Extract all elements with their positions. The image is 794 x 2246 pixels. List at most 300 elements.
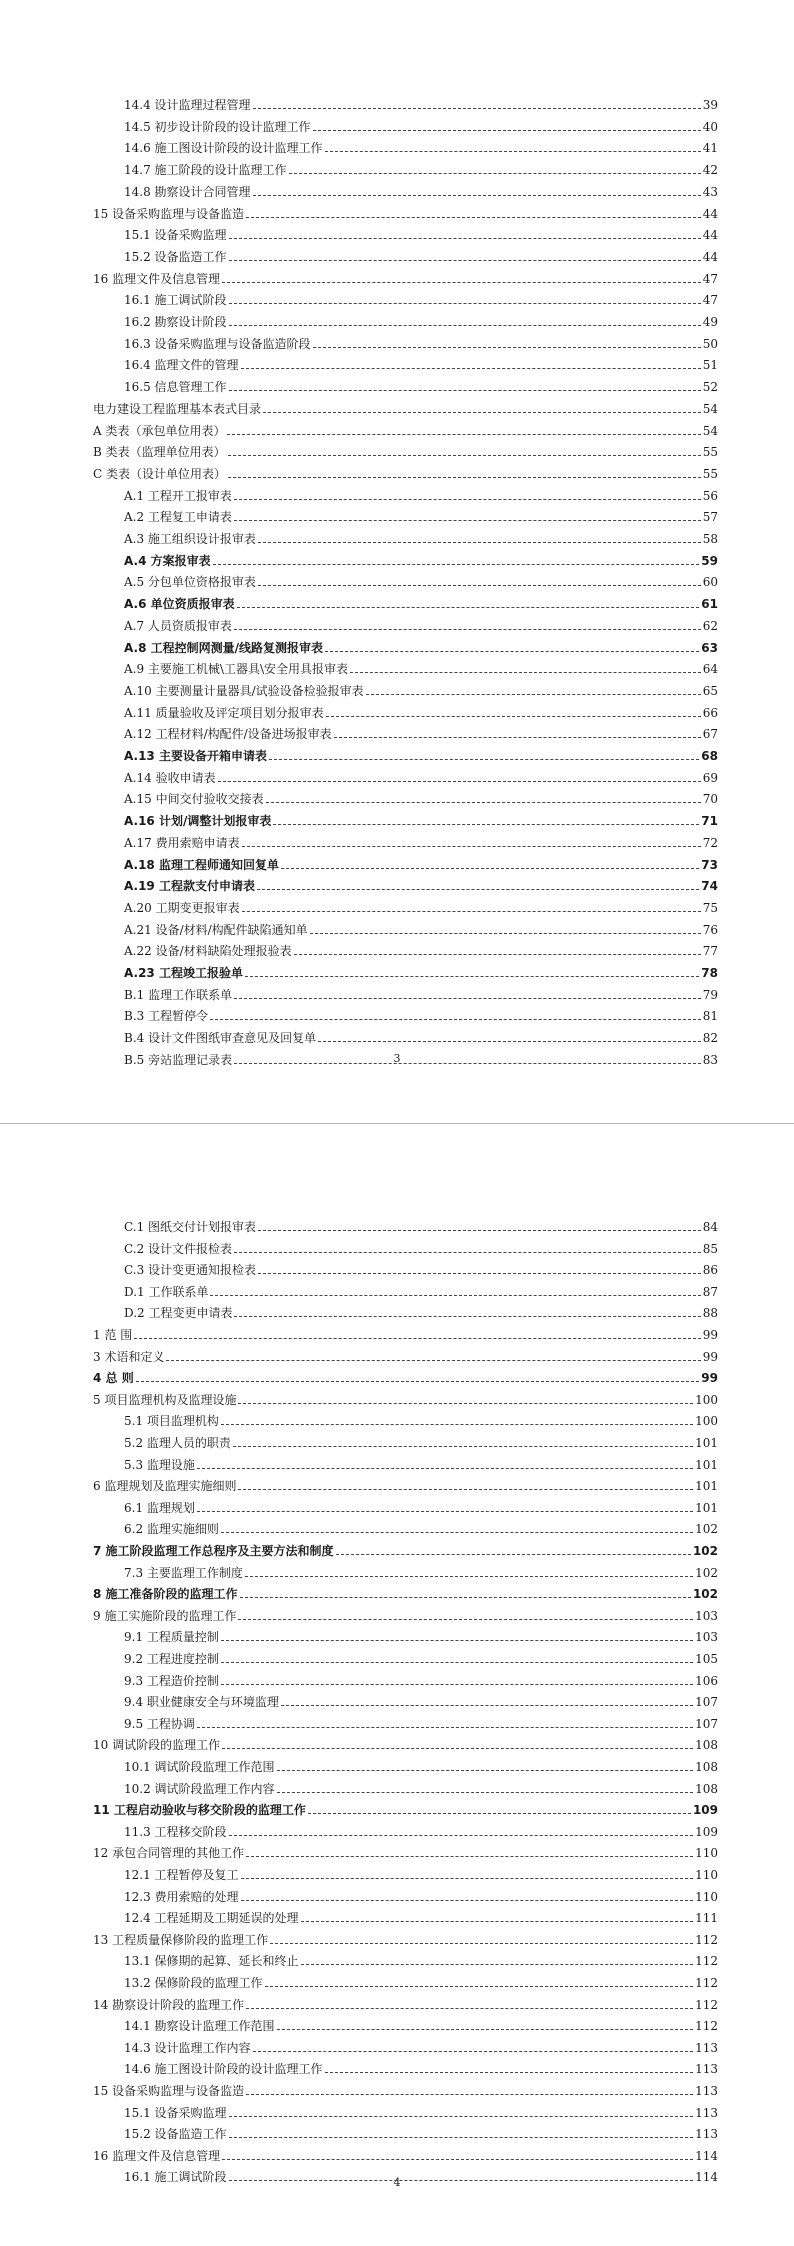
toc-entry [93, 1738, 718, 1753]
toc-entry [124, 966, 718, 981]
toc-entry [124, 1501, 718, 1516]
dot-leader [234, 998, 701, 999]
toc-entry [124, 1652, 718, 1667]
dot-leader [238, 1403, 693, 1404]
toc-entry-title: A.5 分包单位资格报审表 [124, 575, 256, 589]
dot-leader [289, 173, 701, 174]
toc-entry-page: 101 [695, 1501, 718, 1515]
dot-leader [281, 1705, 693, 1706]
toc-entry [124, 836, 718, 851]
toc-entry-page: 110 [695, 1868, 718, 1882]
toc-entry-page: 112 [695, 2019, 718, 2033]
toc-entry-title: C.1 图纸交付计划报审表 [124, 1220, 257, 1234]
toc-entry-page: 102 [695, 1566, 718, 1580]
toc-entry-title: 14.6 施工图设计阶段的设计监理工作 [124, 141, 323, 155]
toc-entry-title: A.3 施工组织设计报审表 [124, 532, 256, 546]
toc-entry-title: 12 承包合同管理的其他工作 [93, 1846, 245, 1860]
toc-entry [124, 2041, 718, 2056]
dot-leader [246, 217, 701, 218]
toc-entry-page: 109 [695, 1825, 718, 1839]
toc-entry-page: 82 [702, 1031, 718, 1045]
toc-entry-title: A.10 主要测量计量器具/试验设备检验报审表 [124, 684, 364, 698]
toc-entry [93, 445, 718, 460]
toc-entry [124, 315, 718, 330]
dot-leader [313, 130, 701, 131]
toc-entry [124, 489, 718, 504]
toc-entry-page: 99 [702, 1328, 718, 1342]
toc-entry [124, 2127, 718, 2142]
toc-entry-title: A.2 工程复工申请表 [124, 510, 232, 524]
toc-entry-title: A.13 主要设备开箱申请表 [124, 749, 267, 763]
dot-leader [221, 1640, 693, 1641]
dot-leader [241, 368, 701, 369]
toc-entry-page: 39 [702, 98, 718, 112]
toc-entry [93, 1393, 718, 1408]
toc-entry-title: A.14 验收申请表 [124, 771, 216, 785]
toc-entry [93, 467, 718, 482]
toc-entry [124, 554, 718, 569]
toc-entry-page: 44 [702, 207, 718, 221]
toc-entry-page: 83 [702, 1053, 718, 1067]
dot-leader [246, 1856, 693, 1857]
dot-leader [241, 1878, 694, 1879]
toc-entry-page: 55 [702, 467, 718, 481]
toc-entry [124, 1566, 718, 1581]
dot-leader [263, 412, 701, 413]
dot-leader [326, 716, 701, 717]
toc-entry [124, 1414, 718, 1429]
dot-leader [270, 1943, 693, 1944]
toc-entry [124, 684, 718, 699]
toc-entry-page: 72 [702, 836, 718, 850]
toc-entry [124, 1674, 718, 1689]
dot-leader [253, 108, 701, 109]
toc-entry-title: 6.2 监理实施细则 [124, 1522, 219, 1536]
toc-entry-title: D.1 工作联系单 [124, 1285, 209, 1299]
toc-entry-page: 101 [695, 1458, 718, 1472]
toc-entry-page: 110 [695, 1846, 718, 1860]
dot-leader [229, 390, 701, 391]
toc-entry-page: 100 [695, 1414, 718, 1428]
toc-entry-page: 51 [702, 358, 718, 372]
toc-entry [93, 207, 718, 222]
toc-entry-page: 52 [702, 380, 718, 394]
page-number: 3 [393, 1052, 401, 1065]
dot-leader [166, 1360, 700, 1361]
dot-leader [336, 1554, 691, 1555]
toc-entry [124, 1458, 718, 1473]
toc-entry [124, 988, 718, 1003]
toc-entry-title: 10 调试阶段的监理工作 [93, 1738, 221, 1752]
toc-entry-title: B.1 监理工作联系单 [124, 988, 233, 1002]
toc-entry-title: A.4 方案报审表 [124, 554, 211, 568]
toc-entry-title: B.3 工程暂停令 [124, 1009, 209, 1023]
toc-entry-page: 99 [701, 1371, 718, 1385]
toc-entry [124, 1911, 718, 1926]
toc-entry [124, 771, 718, 786]
dot-leader [213, 564, 700, 565]
toc-entry [93, 1609, 718, 1624]
toc-entry-page: 54 [702, 424, 718, 438]
dot-leader [221, 1684, 693, 1685]
dot-leader [277, 1792, 694, 1793]
dot-leader [233, 1446, 693, 1447]
toc-entry [124, 814, 718, 829]
toc-entry-title: 13.1 保修期的起算、延长和终止 [124, 1954, 299, 1968]
toc-entry-title: A.15 中间交付验收交接表 [124, 792, 264, 806]
toc-entry [124, 337, 718, 352]
toc-entry-page: 43 [702, 185, 718, 199]
toc-entry-page: 71 [701, 814, 718, 828]
toc-entry-page: 78 [701, 966, 718, 980]
toc-entry-title: A.23 工程竣工报验单 [124, 966, 243, 980]
toc-entry-title: A.11 质量验收及评定项目划分报审表 [124, 706, 324, 720]
toc-entry [124, 858, 718, 873]
dot-leader [258, 1230, 701, 1231]
toc-entry-page: 112 [695, 1933, 718, 1947]
toc-entry [93, 1350, 718, 1365]
toc-entry [124, 380, 718, 395]
dot-leader [313, 347, 701, 348]
dot-leader [245, 1576, 693, 1577]
toc-entry-page: 44 [702, 250, 718, 264]
toc-entry-page: 113 [695, 2084, 718, 2098]
toc-entry-page: 103 [695, 1609, 718, 1623]
dot-leader [222, 1748, 693, 1749]
toc-entry-title: 15 设备采购监理与设备监造 [93, 207, 245, 221]
dot-leader [308, 1813, 691, 1814]
toc-entry-page: 107 [695, 1695, 718, 1709]
toc-entry-title: A.20 工期变更报审表 [124, 901, 240, 915]
dot-leader [281, 868, 699, 869]
toc-entry [124, 358, 718, 373]
dot-leader [222, 282, 701, 283]
toc-entry-title: C.2 设计文件报检表 [124, 1242, 233, 1256]
toc-entry [124, 1717, 718, 1732]
dot-leader [366, 694, 701, 695]
dot-leader [258, 1273, 701, 1274]
toc-entry-page: 49 [702, 315, 718, 329]
dot-leader [318, 1041, 701, 1042]
dot-leader [228, 477, 701, 478]
dot-leader [218, 781, 701, 782]
dot-leader [229, 260, 701, 261]
dot-leader [221, 1662, 693, 1663]
toc-entry-page: 67 [702, 727, 718, 741]
toc-entry-title: 7 施工阶段监理工作总程序及主要方法和制度 [93, 1544, 334, 1558]
toc-entry-title: 16.2 勘察设计阶段 [124, 315, 227, 329]
dot-leader [241, 1900, 694, 1901]
toc-entry-page: 102 [692, 1544, 718, 1558]
dot-leader [228, 455, 701, 456]
toc-entry [124, 1695, 718, 1710]
toc-entry-title: A.12 工程材料/构配件/设备进场报审表 [124, 727, 332, 741]
toc-entry-title: 12.1 工程暂停及复工 [124, 1868, 239, 1882]
toc-entry-page: 63 [701, 641, 718, 655]
toc-entry-page: 61 [701, 597, 718, 611]
toc-entry [124, 727, 718, 742]
dot-leader [229, 325, 701, 326]
toc-entry-title: 14 勘察设计阶段的监理工作 [93, 1998, 245, 2012]
toc-entry-page: 110 [695, 1890, 718, 1904]
toc-entry-title: 16 监理文件及信息管理 [93, 272, 221, 286]
toc-entry-title: 10.2 调试阶段监理工作内容 [124, 1782, 275, 1796]
toc-entry [124, 2106, 718, 2121]
dot-leader [234, 1252, 701, 1253]
toc-entry [93, 272, 718, 287]
toc-entry-page: 105 [695, 1652, 718, 1666]
dot-leader [253, 2051, 694, 2052]
toc-entry [93, 1846, 718, 1861]
toc-entry [124, 1954, 718, 1969]
toc-entry [124, 510, 718, 525]
toc-entry [93, 1544, 718, 1559]
toc-entry-page: 56 [702, 489, 718, 503]
toc-entry-page: 42 [702, 163, 718, 177]
toc-entry-title: 13 工程质量保修阶段的监理工作 [93, 1933, 269, 1947]
toc-entry [124, 1436, 718, 1451]
dot-leader [221, 1424, 693, 1425]
toc-entry [124, 1825, 718, 1840]
toc-entry-page: 108 [695, 1782, 718, 1796]
toc-entry-page: 76 [702, 923, 718, 937]
toc-entry-title: 3 术语和定义 [93, 1350, 165, 1364]
toc-entry-page: 85 [702, 1242, 718, 1256]
toc-entry-title: A.21 设备/材料/构配件缺陷通知单 [124, 923, 308, 937]
toc-entry-title: A.1 工程开工报审表 [124, 489, 232, 503]
toc-entry-page: 113 [695, 2127, 718, 2141]
toc-entry-title: 9.2 工程进度控制 [124, 1652, 219, 1666]
toc-entry [124, 98, 718, 113]
toc-entry-title: A.8 工程控制网测量/线路复测报审表 [124, 641, 323, 655]
toc-entry-title: 13.2 保修阶段的监理工作 [124, 1976, 263, 1990]
toc-entry [93, 402, 718, 417]
toc-entry-page: 114 [695, 2170, 718, 2184]
toc-entry [124, 1031, 718, 1046]
toc-entry [124, 163, 718, 178]
toc-entry-title: 9 施工实施阶段的监理工作 [93, 1609, 237, 1623]
dot-leader [350, 672, 701, 673]
toc-entry-title: 15.2 设备监造工作 [124, 250, 227, 264]
toc-entry-page: 113 [695, 2106, 718, 2120]
toc-entry-title: 12.4 工程延期及工期延误的处理 [124, 1911, 299, 1925]
toc-entry-title: B.4 设计文件图纸审查意见及回复单 [124, 1031, 317, 1045]
toc-entry-page: 68 [701, 749, 718, 763]
dot-leader [237, 607, 700, 608]
dot-leader [294, 954, 701, 955]
dot-leader [253, 195, 701, 196]
toc-entry-title: D.2 工程变更申请表 [124, 1306, 233, 1320]
document-page-4 [0, 1124, 794, 2246]
toc-entry [124, 1630, 718, 1645]
toc-entry-title: 16.4 监理文件的管理 [124, 358, 239, 372]
toc-entry-title: 16.3 设备采购监理与设备监造阶段 [124, 337, 311, 351]
toc-entry-page: 113 [695, 2062, 718, 2076]
toc-entry-title: A.18 监理工程师通知回复单 [124, 858, 279, 872]
toc-entry-page: 62 [702, 619, 718, 633]
toc-entry [124, 293, 718, 308]
toc-entry [124, 120, 718, 135]
dot-leader [258, 585, 701, 586]
toc-entry-title: C.3 设计变更通知报检表 [124, 1263, 257, 1277]
toc-entry [124, 228, 718, 243]
toc-entry-title: 9.5 工程协调 [124, 1717, 195, 1731]
toc-entry-page: 102 [692, 1587, 718, 1601]
toc-entry-title: 11.3 工程移交阶段 [124, 1825, 227, 1839]
toc-entry-page: 47 [702, 272, 718, 286]
toc-entry-page: 102 [695, 1522, 718, 1536]
toc-entry-title: 5.1 项目监理机构 [124, 1414, 219, 1428]
toc-entry [124, 1976, 718, 1991]
toc-entry [124, 879, 718, 894]
toc-entry-title: 7.3 主要监理工作制度 [124, 1566, 243, 1580]
toc-entry [124, 901, 718, 916]
toc-entry-page: 112 [695, 1998, 718, 2012]
dot-leader [197, 1727, 693, 1728]
toc-entry-title: 14.1 勘察设计监理工作范围 [124, 2019, 275, 2033]
toc-entry-title: 16.1 施工调试阶段 [124, 293, 227, 307]
toc-entry-title: B 类表（监理单位用表） [93, 445, 226, 459]
dot-leader [325, 151, 701, 152]
dot-leader [257, 889, 699, 890]
toc-entry-page: 112 [695, 1954, 718, 1968]
toc-entry [124, 2062, 718, 2077]
toc-entry-page: 107 [695, 1717, 718, 1731]
dot-leader [301, 1921, 694, 1922]
toc-entry-page: 86 [702, 1263, 718, 1277]
toc-entry-title: 14.8 勘察设计合同管理 [124, 185, 251, 199]
toc-entry-title: 10.1 调试阶段监理工作范围 [124, 1760, 275, 1774]
toc-entry-title: 6 监理规划及监理实施细则 [93, 1479, 237, 1493]
dot-leader [246, 2094, 693, 2095]
toc-entry-title: 15.2 设备监造工作 [124, 2127, 227, 2141]
toc-entry [124, 597, 718, 612]
toc-entry [124, 141, 718, 156]
toc-entry-title: 14.3 设计监理工作内容 [124, 2041, 251, 2055]
toc-entry [93, 2084, 718, 2099]
dot-leader [134, 1338, 700, 1339]
toc-entry-page: 74 [701, 879, 718, 893]
dot-leader [325, 2072, 694, 2073]
dot-leader [229, 303, 701, 304]
toc-entry-page: 44 [702, 228, 718, 242]
toc-entry-title: 4 总 则 [93, 1371, 134, 1385]
dot-leader [266, 802, 701, 803]
toc-entry-page: 101 [695, 1479, 718, 1493]
dot-leader [240, 1597, 691, 1598]
toc-entry-title: 5 项目监理机构及监理设施 [93, 1393, 237, 1407]
toc-entry [124, 944, 718, 959]
dot-leader [325, 651, 699, 652]
dot-leader [234, 1316, 700, 1317]
toc-entry-page: 59 [701, 554, 718, 568]
toc-entry [93, 1371, 718, 1386]
dot-leader [301, 1964, 694, 1965]
toc-entry-page: 87 [702, 1285, 718, 1299]
toc-entry-title: A.17 费用索赔申请表 [124, 836, 240, 850]
toc-entry [124, 706, 718, 721]
toc-entry-page: 84 [702, 1220, 718, 1234]
toc-entry-page: 41 [702, 141, 718, 155]
toc-entry-title: 16.1 施工调试阶段 [124, 2170, 227, 2184]
toc-entry-title: 16.5 信息管理工作 [124, 380, 227, 394]
dot-leader [229, 2116, 694, 2117]
toc-entry [124, 792, 718, 807]
dot-leader [227, 434, 700, 435]
toc-entry-page: 77 [702, 944, 718, 958]
toc-entry-page: 55 [702, 445, 718, 459]
toc-entry-title: 8 施工准备阶段的监理工作 [93, 1587, 238, 1601]
dot-leader [229, 1835, 694, 1836]
dot-leader [136, 1381, 700, 1382]
toc-entry-title: A 类表（承包单位用表） [93, 424, 226, 438]
toc-entry [124, 1285, 718, 1300]
toc-entry [124, 619, 718, 634]
toc-entry [124, 1220, 718, 1235]
toc-entry-page: 58 [702, 532, 718, 546]
dot-leader [234, 520, 701, 521]
toc-entry-title: 14.5 初步设计阶段的设计监理工作 [124, 120, 311, 134]
toc-entry-title: 15 设备采购监理与设备监造 [93, 2084, 245, 2098]
toc-entry-page: 66 [702, 706, 718, 720]
toc-entry-title: 6.1 监理规划 [124, 1501, 195, 1515]
toc-entry [124, 749, 718, 764]
toc-entry-page: 65 [702, 684, 718, 698]
toc-entry-page: 103 [695, 1630, 718, 1644]
toc-entry-page: 111 [695, 1911, 718, 1925]
dot-leader [234, 629, 701, 630]
toc-entry [93, 424, 718, 439]
toc-entry [124, 923, 718, 938]
toc-entry-page: 40 [702, 120, 718, 134]
toc-entry-title: 1 范 围 [93, 1328, 133, 1342]
toc-entry-page: 81 [702, 1009, 718, 1023]
toc-entry [124, 532, 718, 547]
toc-entry-page: 57 [702, 510, 718, 524]
dot-leader [334, 737, 701, 738]
dot-leader [246, 2008, 693, 2009]
toc-entry [124, 575, 718, 590]
toc-entry-title: 9.1 工程质量控制 [124, 1630, 219, 1644]
dot-leader [242, 846, 701, 847]
dot-leader [197, 1468, 693, 1469]
toc-entry-page: 100 [695, 1393, 718, 1407]
dot-leader [234, 499, 701, 500]
toc-entry-page: 114 [695, 2149, 718, 2163]
toc-entry [124, 1242, 718, 1257]
toc-entry-page: 108 [695, 1738, 718, 1752]
toc-entry-title: 11 工程启动验收与移交阶段的监理工作 [93, 1803, 306, 1817]
toc-entry-title: 14.4 设计监理过程管理 [124, 98, 251, 112]
toc-entry-page: 50 [702, 337, 718, 351]
dot-leader [210, 1019, 701, 1020]
toc-entry [124, 1522, 718, 1537]
toc-entry [124, 1263, 718, 1278]
toc-entry-title: 电力建设工程监理基本表式目录 [93, 402, 262, 416]
toc-entry-title: A.19 工程款支付申请表 [124, 879, 255, 893]
toc-entry-page: 69 [702, 771, 718, 785]
toc-entry-page: 70 [702, 792, 718, 806]
toc-entry [124, 1009, 718, 1024]
toc-entry-title: 9.4 职业健康安全与环境监理 [124, 1695, 279, 1709]
dot-leader [229, 2137, 694, 2138]
dot-leader [238, 1619, 693, 1620]
toc-entry-page: 75 [702, 901, 718, 915]
dot-leader [277, 1770, 694, 1771]
toc-entry-page: 109 [692, 1803, 718, 1817]
dot-leader [221, 1532, 693, 1533]
toc-entry-page: 79 [702, 988, 718, 1002]
